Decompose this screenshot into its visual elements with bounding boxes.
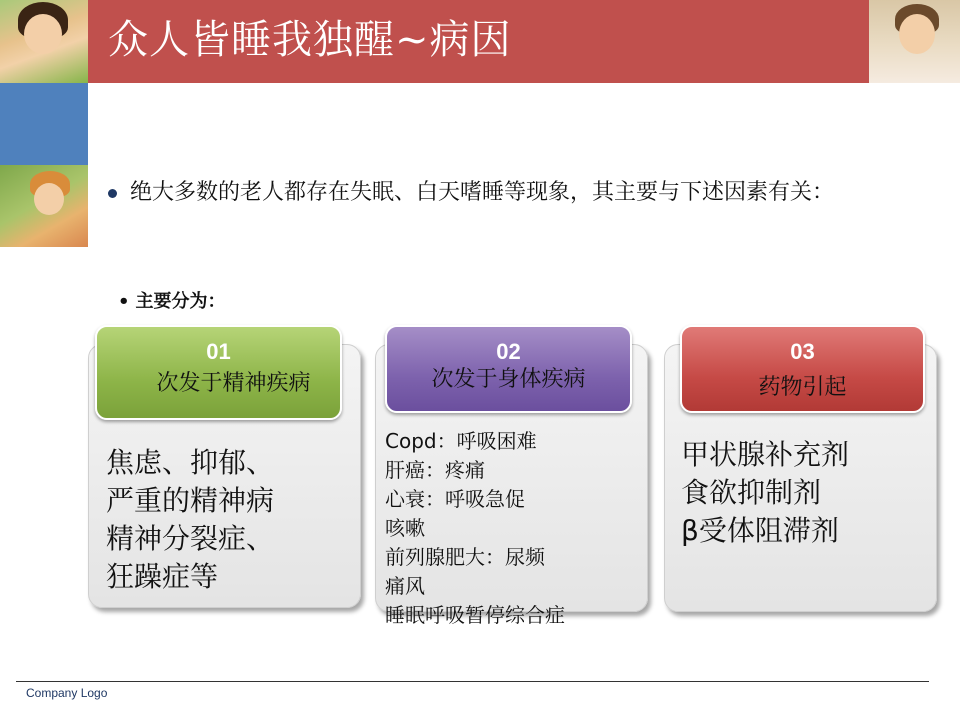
tab-label: 药物引起 xyxy=(758,375,847,400)
tab-label: 次发于身体疾病 xyxy=(431,367,586,392)
sub-heading-text: 主要分为： xyxy=(135,291,226,312)
list-item: β受体阻滞剂 xyxy=(681,514,839,547)
list-item: 焦虑、抑郁、 xyxy=(106,446,275,479)
physical-list xyxy=(385,427,565,630)
list-item: 痛风 xyxy=(385,574,425,598)
list-item: 甲状腺补充剂 xyxy=(681,438,850,471)
list-item: Copd：呼吸困难 xyxy=(385,429,537,453)
intro-text: 绝大多数的老人都存在失眠、白天嗜睡等现象，其主要与下述因素有关： xyxy=(130,180,835,205)
list-item: 精神分裂症、 xyxy=(106,522,275,555)
slide-title: 众人皆睡我独醒~病因 xyxy=(108,17,512,63)
tab-medication xyxy=(680,325,925,413)
company-logo: Company Logo xyxy=(26,686,108,700)
child-photo-top-left xyxy=(0,0,88,83)
bullet-icon xyxy=(108,189,117,198)
list-item: 食欲抑制剂 xyxy=(681,476,822,509)
tab-number: 01 xyxy=(206,339,231,364)
child-photo-top-right xyxy=(869,0,960,83)
title-bar xyxy=(88,0,869,83)
tab-label: 次发于精神疾病 xyxy=(156,371,311,396)
child-face xyxy=(24,14,62,54)
list-item: 狂躁症等 xyxy=(106,560,219,593)
sub-bullet-icon: • xyxy=(118,291,130,312)
psychiatric-list xyxy=(106,444,274,596)
list-item: 咳嗽 xyxy=(385,516,425,540)
list-item: 睡眠呼吸暂停综合症 xyxy=(385,603,565,627)
tab-number: 02 xyxy=(496,339,521,364)
tab-number: 03 xyxy=(790,339,815,364)
list-item: 严重的精神病 xyxy=(106,484,275,517)
list-item: 前列腺肥大：尿频 xyxy=(385,545,545,569)
child-face xyxy=(34,183,64,215)
footer-divider xyxy=(16,681,929,682)
tab-physical xyxy=(385,325,632,413)
list-item: 心衰：呼吸急促 xyxy=(385,487,525,511)
medication-list xyxy=(681,436,849,550)
list-item: 肝癌：疼痛 xyxy=(385,458,485,482)
child-face xyxy=(899,14,935,54)
child-photo-left xyxy=(0,165,88,247)
sub-heading xyxy=(118,287,226,313)
blue-accent-block xyxy=(0,83,88,165)
tab-psychiatric xyxy=(95,325,342,420)
